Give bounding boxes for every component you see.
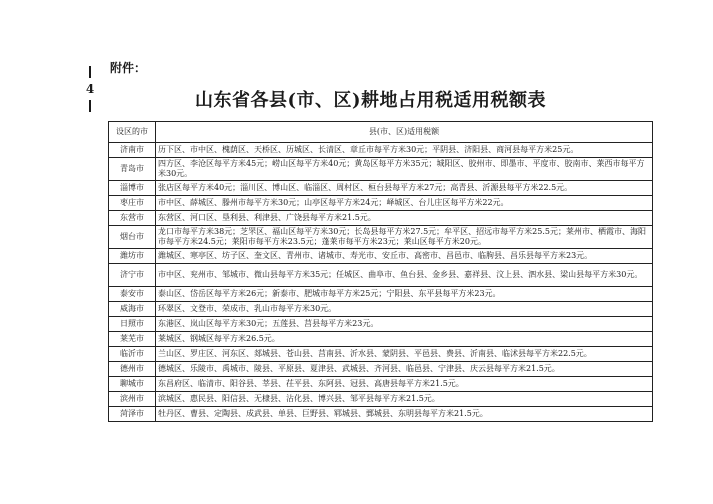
- table-row: [109, 158, 653, 181]
- city-cell: 泰安市: [109, 287, 156, 302]
- city-cell: 枣庄市: [109, 196, 156, 211]
- page-number: 4: [85, 82, 95, 96]
- city-cell: 济南市: [109, 143, 156, 158]
- rate-cell: 兰山区、罗庄区、河东区、郯城县、苍山县、莒南县、沂水县、蒙阴县、平邑县、费县、沂南县、临沭县每平方米22.5元。: [156, 347, 653, 362]
- city-cell: 济宁市: [109, 264, 156, 287]
- table-row: [109, 302, 653, 317]
- table-row: [109, 249, 653, 264]
- table-row: [109, 264, 653, 287]
- table-row: [109, 392, 653, 407]
- table-row: [109, 407, 653, 422]
- city-cell: 淄博市: [109, 181, 156, 196]
- city-cell: 日照市: [109, 317, 156, 332]
- city-cell: 聊城市: [109, 377, 156, 392]
- table-body: [109, 143, 653, 422]
- table-row: [109, 287, 653, 302]
- table-header-row: [109, 122, 653, 143]
- city-cell: 菏泽市: [109, 407, 156, 422]
- header-rate: 县(市、区)适用税额: [156, 122, 653, 143]
- table-row: [109, 181, 653, 196]
- table-row: [109, 377, 653, 392]
- rate-cell: 龙口市每平方米38元；芝罘区、福山区每平方米30元；长岛县每平方米27.5元；牟平区、招远市每平方米25.5元；莱州市、栖霞市、海阳市每平方米24.5元；莱阳市每平方米23.5元；蓬莱市每平方米23元；莱山区每平方米20元。: [156, 226, 653, 249]
- city-cell: 滨州市: [109, 392, 156, 407]
- header-city: 设区的市: [109, 122, 156, 143]
- rate-cell: 四方区、李沧区每平方米45元；崂山区每平方米40元；黄岛区每平方米35元；城阳区、胶州市、即墨市、平度市、胶南市、莱西市每平方米30元。: [156, 158, 653, 181]
- rate-cell: 市中区、薛城区、滕州市每平方米30元；山亭区每平方米24元；峄城区、台儿庄区每平方米22元。: [156, 196, 653, 211]
- rate-cell: 潍城区、寒亭区、坊子区、奎文区、青州市、诸城市、寿光市、安丘市、高密市、昌邑市、临朐县、昌乐县每平方米23元。: [156, 249, 653, 264]
- table-row: [109, 317, 653, 332]
- rate-cell: 历下区、市中区、槐荫区、天桥区、历城区、长清区、章丘市每平方米30元；平阴县、济阳县、商河县每平方米25元。: [156, 143, 653, 158]
- city-cell: 临沂市: [109, 347, 156, 362]
- city-cell: 潍坊市: [109, 249, 156, 264]
- city-cell: 青岛市: [109, 158, 156, 181]
- document-title: 山东省各县(市、区)耕地占用税适用税额表: [194, 90, 547, 111]
- table-row: [109, 143, 653, 158]
- rate-cell: 张店区每平方米40元；淄川区、博山区、临淄区、周村区、桓台县每平方米27元；高青县、沂源县每平方米22.5元。: [156, 181, 653, 196]
- table-row: [109, 211, 653, 226]
- rate-cell: 市中区、兖州市、邹城市、微山县每平方米35元；任城区、曲阜市、鱼台县、金乡县、嘉祥县、汶上县、泗水县、梁山县每平方米30元。: [156, 264, 653, 287]
- rate-cell: 德城区、乐陵市、禹城市、陵县、平原县、夏津县、武城县、齐河县、临邑县、宁津县、庆云县每平方米21.5元。: [156, 362, 653, 377]
- rate-cell: 环翠区、文登市、荣成市、乳山市每平方米30元。: [156, 302, 653, 317]
- city-cell: 烟台市: [109, 226, 156, 249]
- rate-cell: 牡丹区、曹县、定陶县、成武县、单县、巨野县、郓城县、鄄城县、东明县每平方米21.5元。: [156, 407, 653, 422]
- city-cell: 东营市: [109, 211, 156, 226]
- rate-cell: 莱城区、钢城区每平方米26.5元。: [156, 332, 653, 347]
- table-row: [109, 362, 653, 377]
- table-row: [109, 347, 653, 362]
- tax-rate-table: [108, 121, 653, 422]
- city-cell: 德州市: [109, 362, 156, 377]
- attachment-label: 附件：: [110, 61, 147, 75]
- table-row: [109, 226, 653, 249]
- table-row: [109, 196, 653, 211]
- rate-cell: 滨城区、惠民县、阳信县、无棣县、沾化县、博兴县、邹平县每平方米21.5元。: [156, 392, 653, 407]
- table-row: [109, 332, 653, 347]
- rate-cell: 东港区、岚山区每平方米30元；五莲县、莒县每平方米23元。: [156, 317, 653, 332]
- page-number-dash-top: [89, 66, 91, 78]
- rate-cell: 泰山区、岱岳区每平方米26元；新泰市、肥城市每平方米25元；宁阳县、东平县每平方米23元。: [156, 287, 653, 302]
- rate-cell: 东营区、河口区、垦利县、利津县、广饶县每平方米21.5元。: [156, 211, 653, 226]
- city-cell: 莱芜市: [109, 332, 156, 347]
- city-cell: 威海市: [109, 302, 156, 317]
- rate-cell: 东昌府区、临清市、阳谷县、莘县、茌平县、东阿县、冠县、高唐县每平方米21.5元。: [156, 377, 653, 392]
